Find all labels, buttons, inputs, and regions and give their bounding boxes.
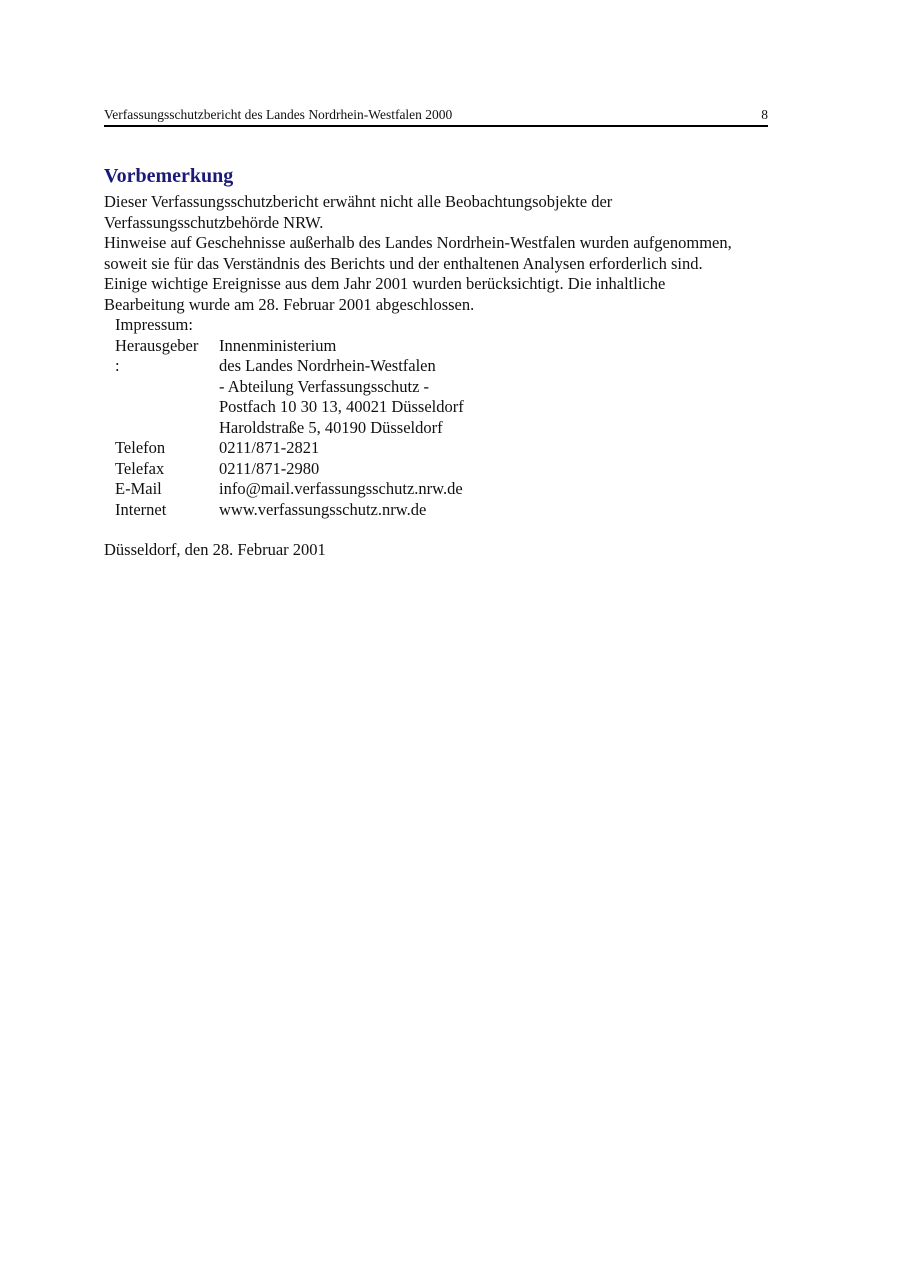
impressum-title: Impressum: xyxy=(115,315,193,334)
impressum-label: : xyxy=(115,356,120,375)
impressum-value: Haroldstraße 5, 40190 Düsseldorf xyxy=(219,417,443,437)
intro-paragraph xyxy=(104,192,804,315)
section-heading: Vorbemerkung xyxy=(104,165,234,187)
impressum-label: E-Mail xyxy=(115,479,162,498)
place-and-date: Düsseldorf, den 28. Februar 2001 xyxy=(104,540,326,559)
impressum-label: Telefon xyxy=(115,438,166,457)
impressum-value: des Landes Nordrhein-Westfalen xyxy=(219,356,436,375)
impressum-value: Postfach 10 30 13, 40021 Düsseldorf xyxy=(219,397,464,416)
impressum-label: Herausgeber xyxy=(115,335,199,355)
paragraph-line: Verfassungsschutzbehörde NRW. xyxy=(104,212,324,232)
website-address: www.verfassungsschutz.nrw.de xyxy=(219,499,427,519)
paragraph-line: Dieser Verfassungsschutzbericht erwähnt nicht alle Beobachtungsobjekte der xyxy=(104,192,613,211)
page-number: 8 xyxy=(761,107,768,122)
impressum-value: Innenministerium xyxy=(219,335,337,355)
phone-number: 0211/871-2821 xyxy=(219,438,320,457)
impressum-label: Telefax xyxy=(115,458,165,478)
impressum-label: Internet xyxy=(115,499,167,519)
running-header xyxy=(104,106,768,127)
email-address: info@mail.verfassungsschutz.nrw.de xyxy=(219,479,463,498)
paragraph-line: Hinweise auf Geschehnisse außerhalb des Landes Nordrhein-Westfalen wurden aufgenommen, xyxy=(104,233,732,252)
impressum-value: - Abteilung Verfassungsschutz - xyxy=(219,376,430,396)
header-title: Verfassungsschutzbericht des Landes Nordrhein-Westfalen 2000 xyxy=(104,107,453,122)
fax-number: 0211/871-2980 xyxy=(219,458,320,478)
paragraph-line: soweit sie für das Verständnis des Berichts und der enthaltenen Analysen erforderlich sind. xyxy=(104,253,703,273)
paragraph-line: Einige wichtige Ereignisse aus dem Jahr 2001 wurden berücksichtigt. Die inhaltliche xyxy=(104,274,666,293)
paragraph-line: Bearbeitung wurde am 28. Februar 2001 abgeschlossen. xyxy=(104,294,475,314)
